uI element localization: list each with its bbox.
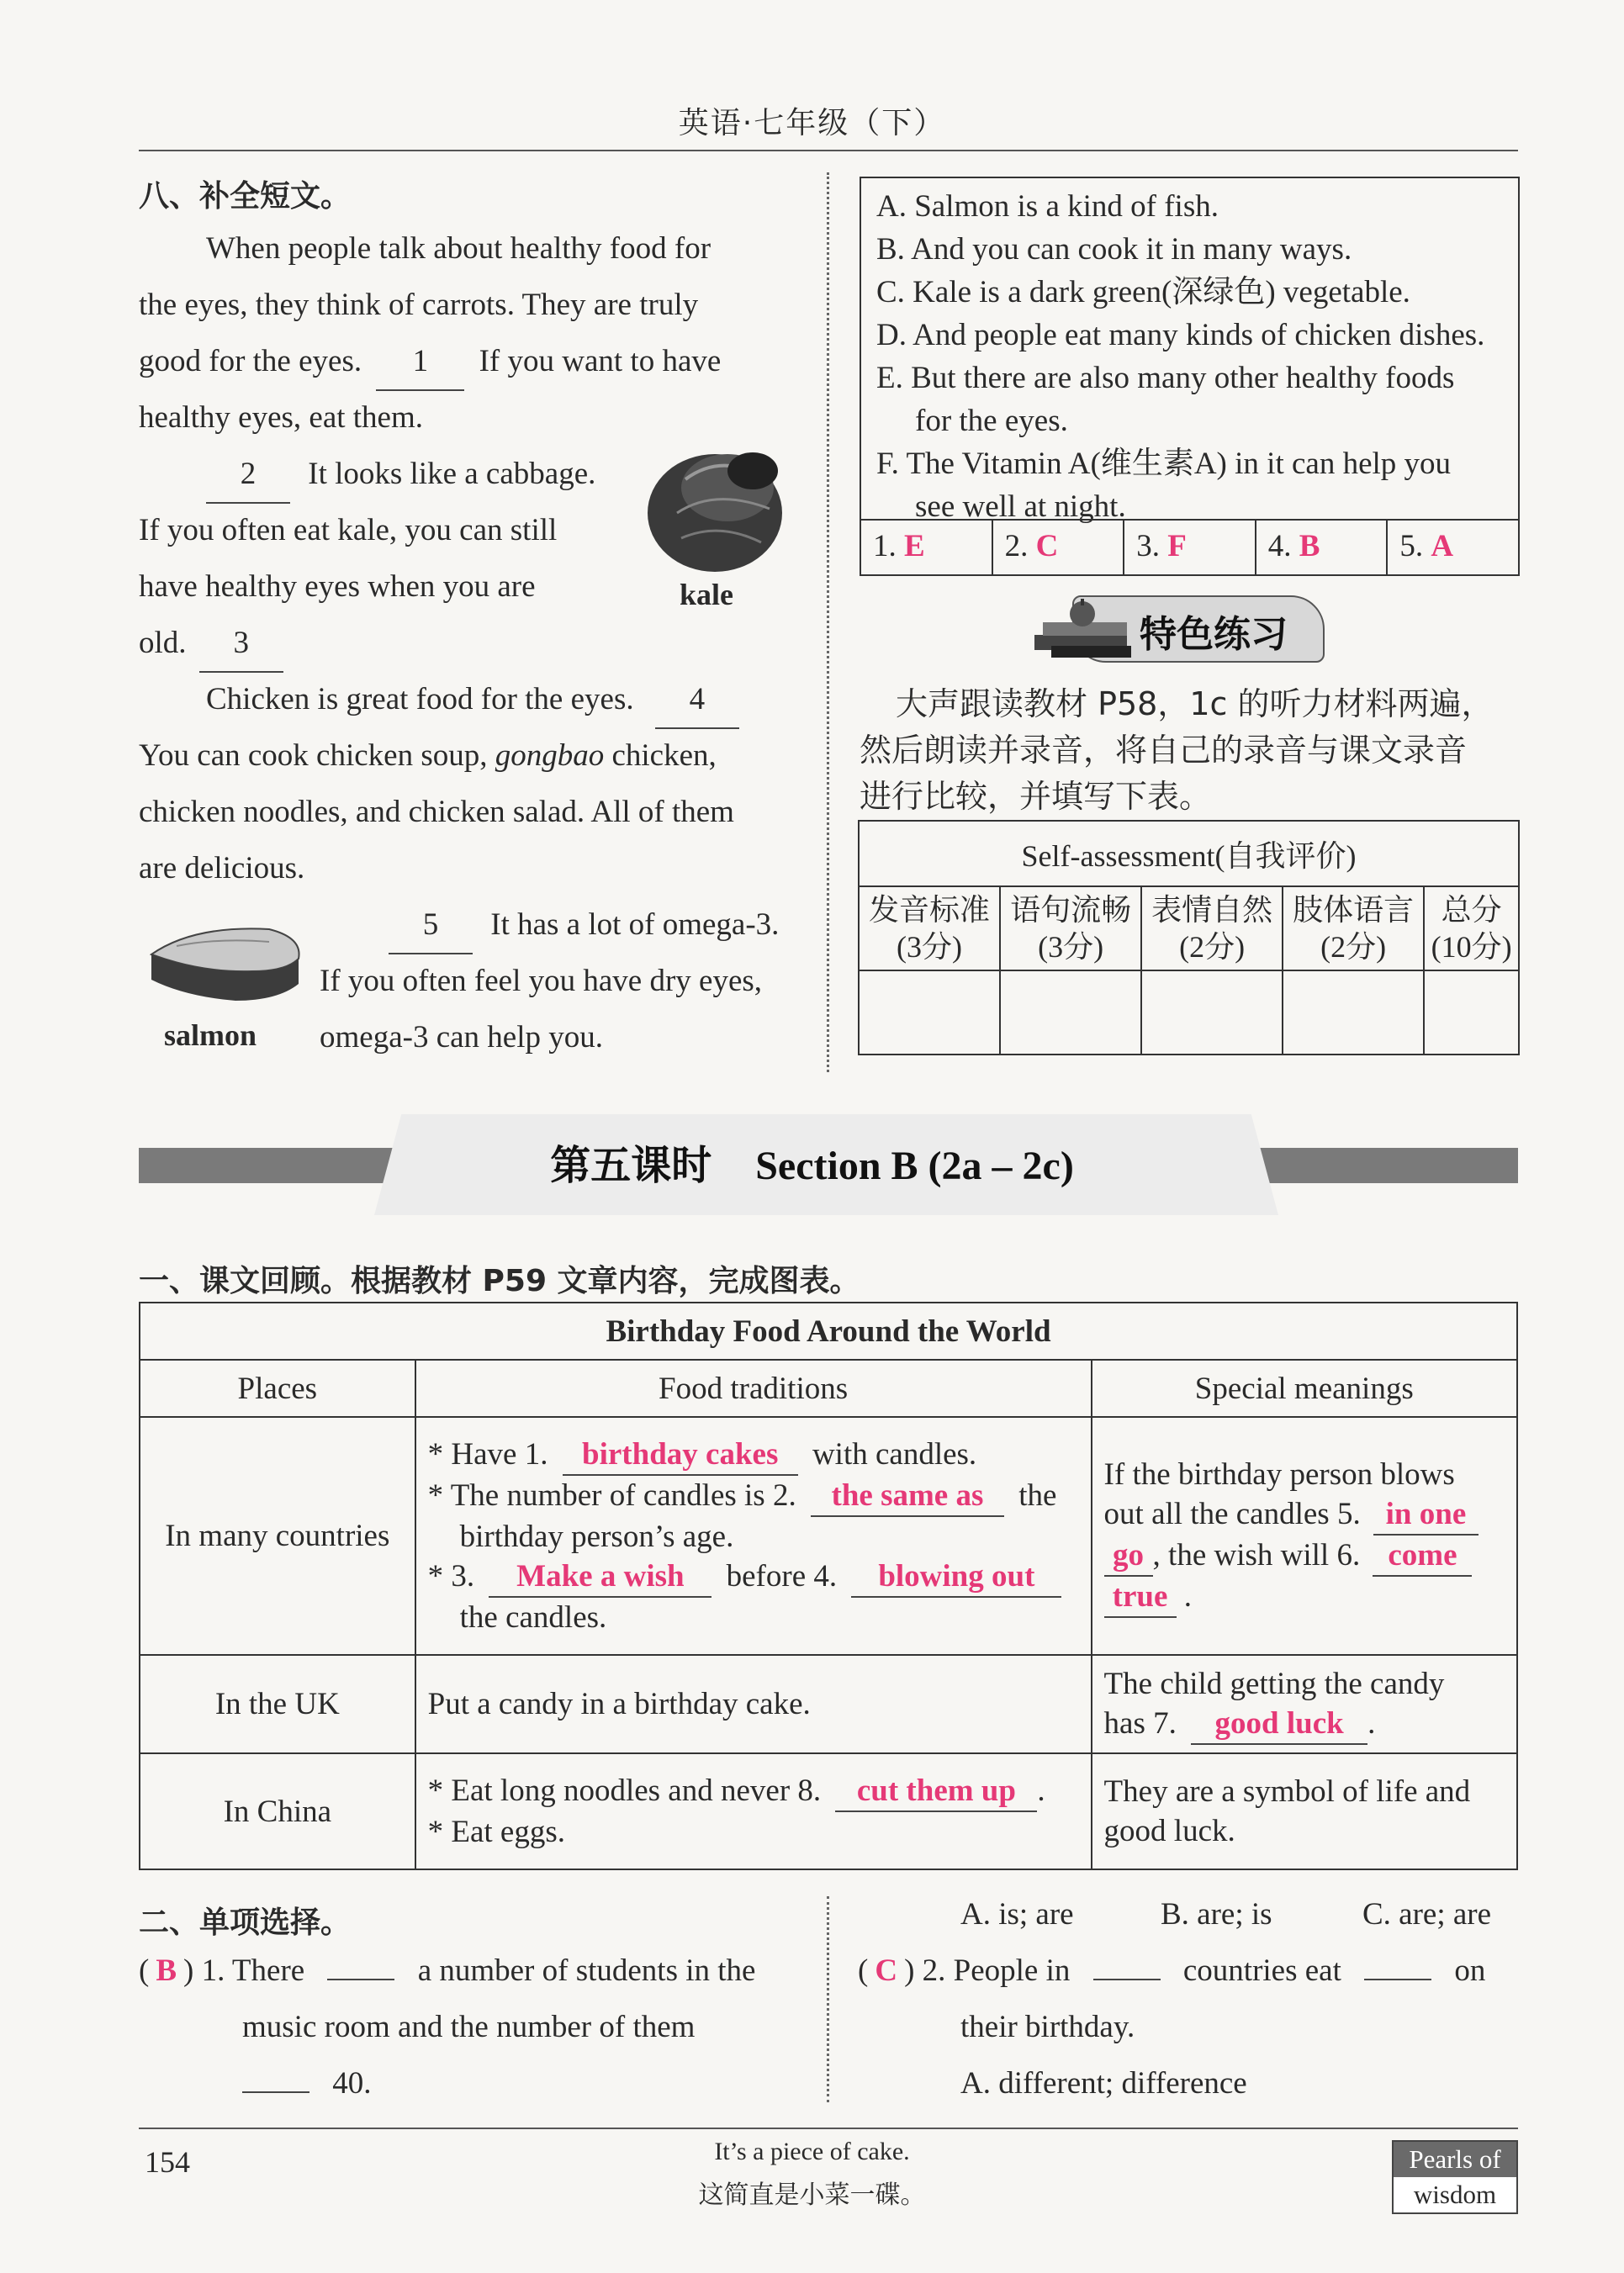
answer-cell: 3. F	[1124, 521, 1256, 574]
passage-text: It looks like a cabbage.	[308, 457, 596, 491]
meaning-line: good luck.	[1103, 1814, 1235, 1848]
score-cell[interactable]	[859, 970, 1000, 1055]
q1-option-b: B. are; is	[1161, 1897, 1272, 1932]
passage-line: chicken noodles, and chicken salad. All of them	[139, 795, 734, 829]
option-e: E. But there are also many other healthy foods	[876, 361, 1455, 395]
passage-line: healthy eyes, eat them.	[139, 400, 424, 435]
part2-heading: 二、单项选择。	[139, 1906, 352, 1940]
passage-text: It has a lot of omega-3.	[490, 907, 780, 942]
answer-cell: 4. B	[1256, 521, 1389, 574]
answer-blank-3: Make a wish	[489, 1557, 711, 1598]
special-practice-badge	[1030, 589, 1341, 664]
tradition-line: the candles.	[459, 1600, 607, 1635]
option-f: F. The Vitamin A(维生素A) in it can help you	[876, 447, 1452, 481]
passage-line	[206, 446, 595, 504]
answer-blank-7: good luck	[1191, 1704, 1367, 1745]
question-2-answer: C	[875, 1953, 898, 1988]
answer-blank-6: come	[1373, 1536, 1472, 1577]
footer-quote-cn: 这简直是小菜一碟。	[698, 2180, 926, 2210]
option-e-cont: for the eyes.	[915, 404, 1068, 438]
blank-3: 3	[199, 615, 283, 673]
answer-blank-1: birthday cakes	[563, 1435, 798, 1476]
table-title: Birthday Food Around the World	[140, 1303, 1517, 1360]
question-blank	[1364, 1979, 1431, 1980]
salmon-image	[143, 921, 307, 1013]
kale-image	[635, 437, 803, 580]
assessment-col: 总分 (10分)	[1424, 886, 1519, 970]
option-c: C. Kale is a dark green(深绿色) vegetable.	[876, 275, 1410, 309]
header-title: 英语·七年级（下）	[678, 106, 946, 140]
question-1-line3: 40.	[242, 2055, 372, 2112]
passage-line	[139, 333, 721, 391]
column-divider	[827, 1896, 829, 2102]
tradition-cell	[415, 1417, 1092, 1655]
passage-line: the eyes, they think of carrots. They are truly	[139, 288, 699, 322]
header-places: Places	[140, 1360, 415, 1417]
question-blank	[1093, 1979, 1161, 1980]
answer-3: F	[1167, 529, 1187, 563]
q1-option-a: A. is; are	[960, 1897, 1074, 1932]
meaning-line: They are a symbol of life and	[1103, 1774, 1471, 1809]
answer-blank-8: cut them up	[835, 1771, 1037, 1812]
passage-italic: gongbao	[495, 738, 605, 773]
brand-line-2: wisdom	[1394, 2177, 1516, 2212]
answer-blank-4: blowing out	[851, 1557, 1061, 1598]
salmon-label: salmon	[164, 1018, 257, 1052]
part1-heading: 一、课文回顾。根据教材 P59 文章内容，完成图表。	[139, 1264, 860, 1298]
tradition-cell: Put a candy in a birthday cake.	[415, 1655, 1092, 1753]
answer-blank-6-cont: true	[1104, 1577, 1177, 1618]
passage-text: chicken,	[611, 738, 717, 773]
question-2: ( C ) 2. People in countries eat on	[858, 1953, 1486, 1988]
meaning-line: The child getting the candy	[1103, 1666, 1445, 1701]
brand-line-1: Pearls of	[1394, 2142, 1516, 2177]
tradition-line: * Have 1. birthday cakes with candles.	[428, 1435, 1079, 1476]
q1-option-c: C. are; are	[1362, 1897, 1492, 1932]
self-assessment-table	[858, 820, 1520, 1055]
passage-line: have healthy eyes when you are	[139, 569, 536, 604]
question-1: ( B ) 1. There a number of students in the	[139, 1953, 756, 1988]
instruction-line: 进行比较，并填写下表。	[860, 778, 1212, 815]
option-a: A. Salmon is a kind of fish.	[876, 189, 1219, 224]
meaning-line: go , the wish will 6. come	[1104, 1536, 1505, 1577]
page-number: 154	[145, 2145, 190, 2179]
answer-5: A	[1431, 529, 1454, 563]
tradition-cell	[415, 1753, 1092, 1869]
answer-cell: 5. A	[1399, 529, 1454, 563]
assessment-col: 发音标准 (3分)	[859, 886, 1000, 970]
answer-row	[861, 519, 1518, 574]
question-1-line2: music room and the number of them	[242, 2010, 696, 2044]
place-cell: In China	[140, 1753, 415, 1869]
passage-line	[206, 671, 739, 729]
header-rule	[139, 150, 1518, 151]
option-f-cont: see well at night.	[915, 489, 1126, 524]
answer-2: C	[1035, 529, 1059, 563]
brand-logo	[1392, 2140, 1518, 2214]
answer-cell: 2. C	[993, 521, 1125, 574]
passage-line: If you often eat kale, you can still	[139, 513, 558, 547]
blank-5: 5	[389, 896, 473, 954]
score-cell[interactable]	[1141, 970, 1283, 1055]
meaning-line: has 7. good luck .	[1104, 1704, 1505, 1745]
instruction-line: 然后朗读并录音，将自己的录音与课文录音	[860, 732, 1468, 769]
place-cell: In the UK	[140, 1655, 415, 1753]
badge-text: 特色练习	[1140, 613, 1288, 656]
blank-2: 2	[206, 446, 290, 504]
passage-line: When people talk about healthy food for	[206, 231, 711, 266]
books-icon	[1030, 597, 1140, 664]
option-d: D. And people eat many kinds of chicken dishes.	[876, 318, 1485, 352]
q2-option-a: A. different; difference	[960, 2066, 1247, 2101]
section-title	[0, 1133, 1624, 1191]
section-title-en: Section B (2a – 2c)	[755, 1144, 1074, 1188]
tradition-line: * Eat long noodles and never 8. cut them up .	[428, 1771, 1079, 1812]
passage-text: old.	[139, 626, 187, 660]
question-2-line2: their birthday.	[960, 2010, 1135, 2044]
header-meanings: Special meanings	[1092, 1360, 1517, 1417]
answer-1: E	[904, 529, 925, 563]
meaning-cell	[1092, 1753, 1517, 1869]
meaning-line: true .	[1104, 1577, 1505, 1618]
self-assessment-title: Self-assessment(自我评价)	[859, 821, 1519, 886]
score-cell[interactable]	[1283, 970, 1424, 1055]
tradition-line: * 3. Make a wish before 4. blowing out	[428, 1557, 1079, 1598]
passage-line	[389, 896, 779, 954]
blank-1: 1	[376, 333, 464, 391]
meaning-cell	[1092, 1417, 1517, 1655]
passage-text: If you want to have	[479, 344, 722, 378]
part8-heading: 八、补全短文。	[139, 179, 352, 214]
answer-blank-5: in one	[1373, 1494, 1479, 1536]
header-traditions: Food traditions	[415, 1360, 1092, 1417]
section-title-cn: 第五课时	[550, 1142, 712, 1189]
tradition-line: birthday person’s age.	[459, 1520, 734, 1554]
place-cell: In many countries	[140, 1417, 415, 1655]
assessment-col: 肢体语言 (2分)	[1283, 886, 1424, 970]
blank-4: 4	[655, 671, 739, 729]
footer-rule	[139, 2128, 1518, 2129]
kale-label: kale	[680, 578, 734, 611]
passage-line	[139, 615, 283, 673]
answer-blank-2: the same as	[811, 1476, 1004, 1517]
meaning-line: If the birthday person blows	[1103, 1456, 1455, 1492]
passage-text: Chicken is great food for the eyes.	[206, 682, 634, 716]
meaning-line: out all the candles 5. in one	[1104, 1494, 1505, 1536]
passage-line: If you often feel you have dry eyes,	[320, 964, 763, 998]
answer-blank-5-cont: go	[1104, 1536, 1153, 1577]
passage-line: are delicious.	[139, 851, 305, 885]
assessment-col: 语句流畅 (3分)	[1000, 886, 1141, 970]
instruction-line: 大声跟读教材 P58，1c 的听力材料两遍，	[896, 685, 1494, 722]
assessment-col: 表情自然 (2分)	[1141, 886, 1283, 970]
column-divider	[827, 172, 829, 1072]
score-cell[interactable]	[1424, 970, 1519, 1055]
footer-quote-en: It’s a piece of cake.	[714, 2138, 910, 2165]
question-1-answer: B	[156, 1953, 177, 1988]
passage-line: omega-3 can help you.	[320, 1020, 603, 1055]
question-blank	[327, 1979, 394, 1980]
tradition-line: * Eat eggs.	[427, 1815, 565, 1849]
meaning-cell	[1092, 1655, 1517, 1753]
passage-text: You can cook chicken soup,	[139, 738, 488, 773]
option-b: B. And you can cook it in many ways.	[876, 232, 1352, 267]
birthday-food-table	[139, 1302, 1518, 1870]
answer-cell: 1. E	[861, 521, 993, 574]
score-cell[interactable]	[1000, 970, 1141, 1055]
passage-line	[139, 727, 717, 784]
options-box	[860, 177, 1520, 576]
answer-4: B	[1299, 529, 1320, 563]
passage-text: good for the eyes.	[139, 344, 362, 378]
tradition-line: * The number of candles is 2. the same as the	[428, 1476, 1079, 1517]
question-blank	[242, 2091, 309, 2093]
